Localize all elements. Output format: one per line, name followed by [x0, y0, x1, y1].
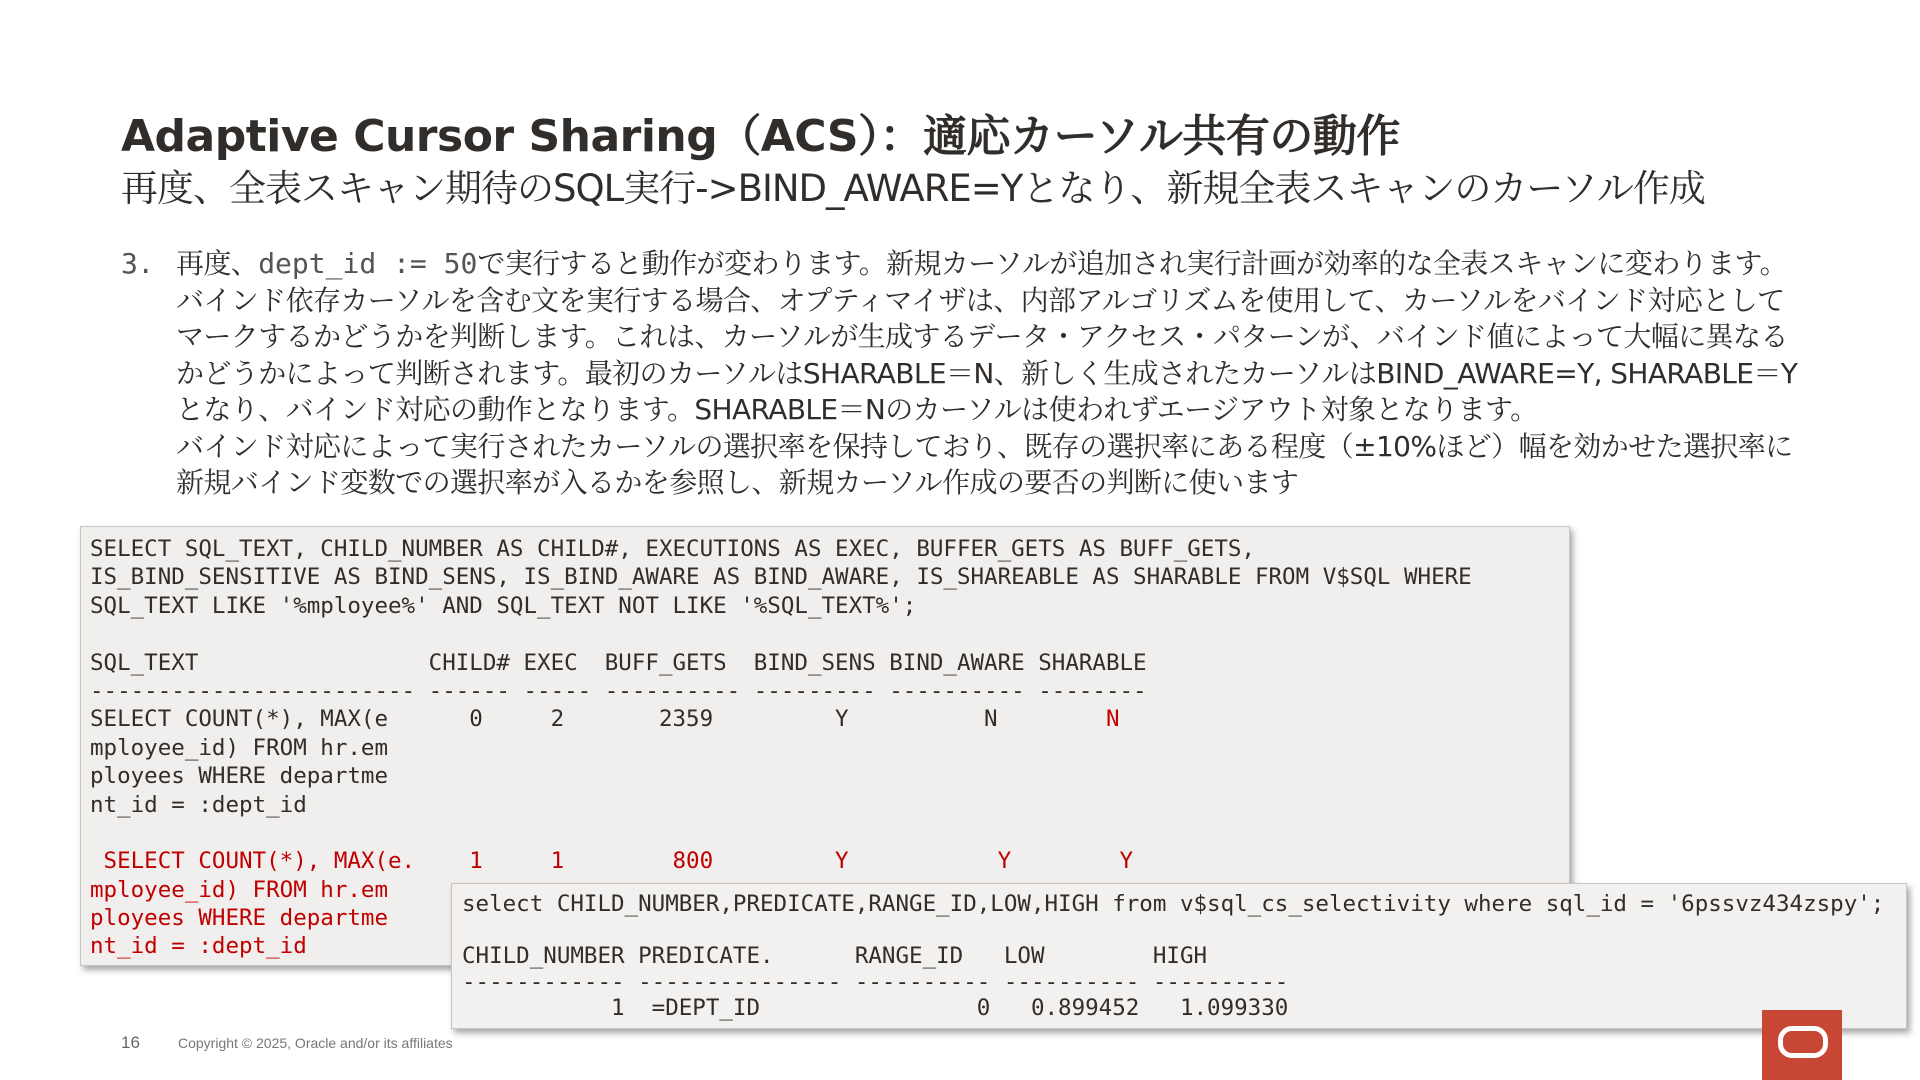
inline-code: dept_id := 50 — [258, 247, 478, 280]
oracle-logo-ring — [1778, 1026, 1828, 1058]
sql-line: IS_BIND_SENSITIVE AS BIND_SENS, IS_BIND_AWARE AS BIND_AWARE, IS_SHAREABLE AS SHARABLE FROM V$SQL WHERE — [90, 564, 1472, 591]
result-row-2-cont: nt_id = :dept_id — [90, 933, 307, 960]
selectivity-sql: select CHILD_NUMBER,PREDICATE,RANGE_ID,LOW,HIGH from v$sql_cs_selectivity where sql_id = '6pssvz434zspy'; — [462, 891, 1885, 917]
paragraph-1 — [176, 246, 1801, 429]
selectivity-header: CHILD_NUMBER PREDICATE. RANGE_ID LOW HIGH — [462, 943, 1208, 969]
page-title: Adaptive Cursor Sharing（ACS）：適応カーソル共有の動作 — [121, 111, 1400, 162]
paragraph-text: で実行すると動作が変わります。新規カーソルが追加され実行計画が効率的な全表スキャンに変わります。バインド依存カーソルを含む文を実行する場合、オプティマイザは、内部アルゴリズムを使用して、カーソルをバインド対応としてマークするかどうかを判断します。これは、カーソルが生成するデータ・アクセス・パターンが、バインド値によって大幅に異なるかどうかによって判断されます。最初のカーソルはSHARABLE＝N、新しく生成されたカーソルはBIND_AWARE=Y, SHARABLE＝Yとなり、バインド対応の動作となります。SHARABLE＝Nのカーソルは使われずエージアウト対象となります。 — [176, 247, 1798, 426]
result-row-1-cont: ployees WHERE departme — [90, 763, 389, 790]
sql-line: SELECT SQL_TEXT, CHILD_NUMBER AS CHILD#, EXECUTIONS AS EXEC, BUFFER_GETS AS BUFF_GETS, — [90, 536, 1255, 562]
page-subtitle: 再度、全表スキャン期待のSQL実行->BIND_AWARE=Yとなり、新規全表スキャンのカーソル作成 — [121, 167, 1705, 210]
result-separator: ------------------------ ------ ----- ---------- --------- ---------- -------- — [90, 677, 1147, 704]
sql-line: SQL_TEXT LIKE '%mployee%' AND SQL_TEXT NOT LIKE '%SQL_TEXT%'; — [90, 592, 917, 619]
result-row-2-cont: mployee_id) FROM hr.em — [90, 876, 389, 903]
page-number: 16 — [121, 1033, 140, 1052]
result-row-1 — [90, 705, 1569, 733]
selectivity-row: 1 =DEPT_ID 0 0.899452 1.099330 — [462, 995, 1289, 1021]
sql-output-box-selectivity — [451, 883, 1907, 1029]
paragraph-lead: 再度、 — [176, 247, 259, 280]
sharable-n-value: N — [1105, 706, 1120, 733]
paragraph-2: バインド対応によって実行されたカーソルの選択率を保持しており、既存の選択率にある程度（±10%ほど）幅を効かせた選択率に新規バインド変数での選択率が入るかを参照し、新規カーソル作成の要否の判断に使います — [176, 429, 1793, 499]
selectivity-separator: ------------ --------------- ---------- ---------- ---------- — [462, 969, 1289, 995]
result-row-1-cont: nt_id = :dept_id — [90, 791, 307, 818]
result-row-2-cont: ployees WHERE departme — [90, 905, 389, 932]
copyright-text: Copyright © 2025, Oracle and/or its affiliates — [178, 1035, 453, 1051]
result-row-2: SELECT COUNT(*), MAX(e. 1 1 800 Y Y Y — [90, 848, 1134, 875]
result-row-1-text: SELECT COUNT(*), MAX(e 0 2 2359 Y N — [90, 706, 1106, 733]
result-header: SQL_TEXT CHILD# EXEC BUFF_GETS BIND_SENS BIND_AWARE SHARABLE — [90, 649, 1147, 676]
body-paragraph — [121, 246, 1801, 502]
list-number: 3. — [121, 247, 154, 280]
result-row-1-cont: mployee_id) FROM hr.em — [90, 734, 389, 761]
